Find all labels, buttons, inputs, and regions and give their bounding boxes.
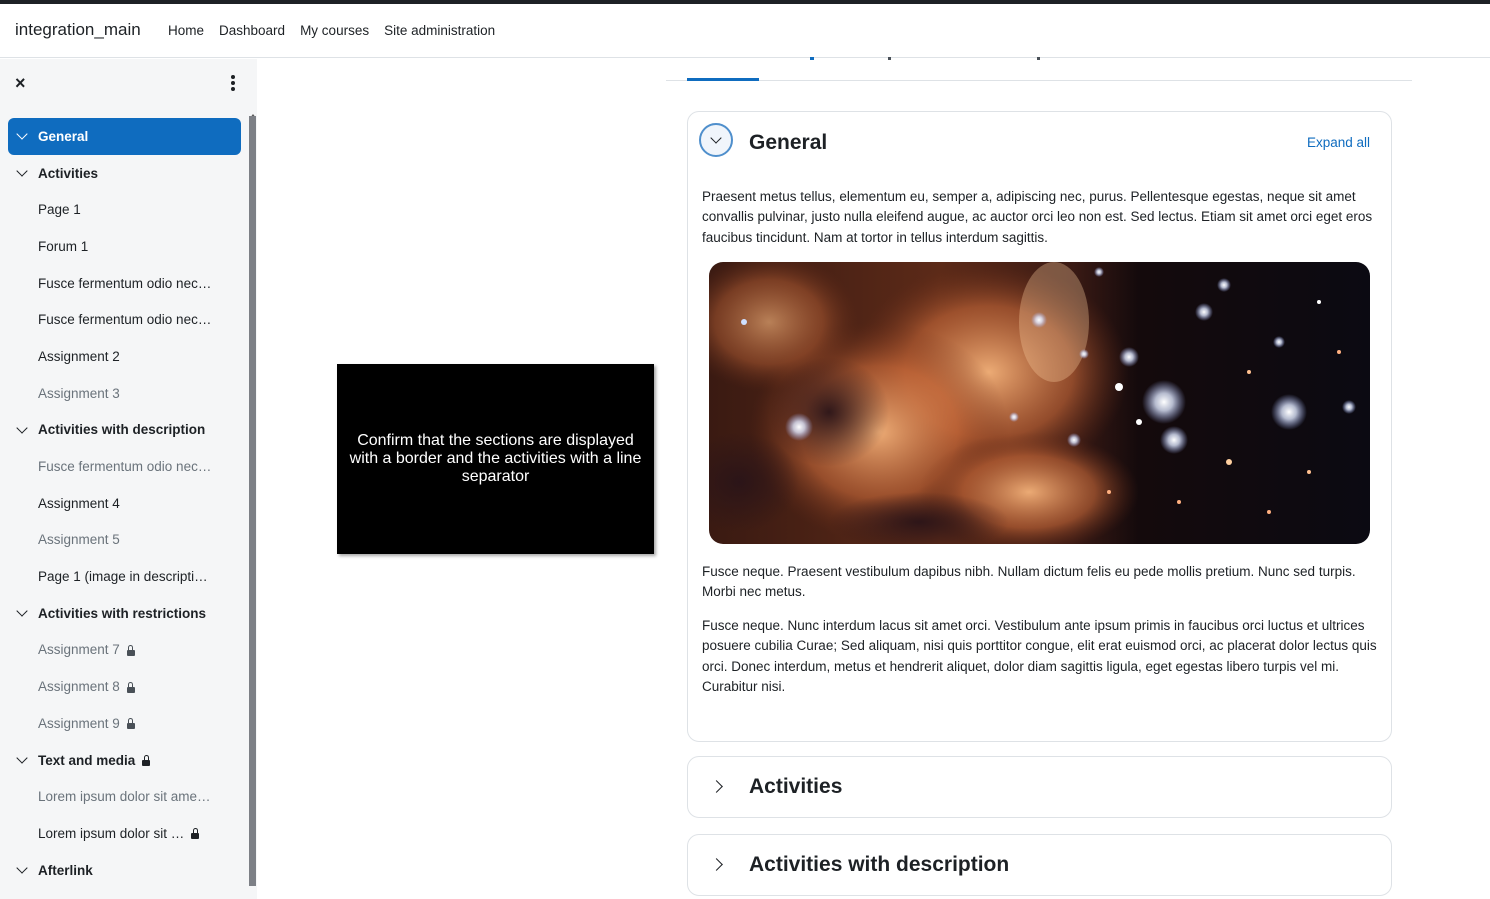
course-index-activity-fusce-fermentum-odio-nec[interactable] — [8, 448, 241, 485]
course-index-label: Lorem ipsum dolor sit … — [38, 825, 185, 841]
tab-labels-fragment — [810, 57, 1090, 61]
course-index-label: Activities with description — [38, 422, 206, 438]
course-index-label: Page 1 (image in descripti… — [38, 569, 208, 585]
course-index — [8, 118, 241, 888]
course-index-label: Assignment 5 — [38, 532, 120, 548]
course-index-section-text-and-media[interactable] — [8, 742, 241, 779]
course-index-activity-assignment-9[interactable] — [8, 705, 241, 742]
course-index-section-activities-with-description[interactable] — [8, 412, 241, 449]
course-index-activity-assignment-5[interactable] — [8, 522, 241, 559]
chevron-down-icon — [710, 132, 721, 143]
expand-all-link[interactable]: Expand all — [1306, 135, 1370, 150]
chevron-down-icon[interactable] — [16, 422, 27, 433]
course-index-activity-assignment-3[interactable] — [8, 375, 241, 412]
nav-dashboard[interactable]: Dashboard — [219, 23, 286, 38]
course-index-label: Page 1 — [38, 202, 81, 218]
course-index-label: Fusce fermentum odio nec… — [38, 275, 212, 291]
course-index-label: Forum 1 — [38, 238, 89, 254]
chevron-down-icon[interactable] — [16, 605, 27, 616]
section-summary-paragraph: Fusce neque. Praesent vestibulum dapibus nibh. Nullam dictum felis eu pede mollis pretium. Nunc sed turpis. Morbi nec metus. — [702, 564, 1356, 600]
course-index-label: Text and media — [38, 752, 136, 768]
top-navbar — [0, 4, 1490, 58]
course-index-activity-lorem-ipsum-dolor-sit[interactable] — [8, 815, 241, 852]
course-index-activity-fusce-fermentum-odio-nec[interactable] — [8, 265, 241, 302]
site-name[interactable]: integration_main — [15, 20, 141, 39]
course-index-activity-assignment-8[interactable] — [8, 668, 241, 705]
tab-active-indicator[interactable] — [687, 78, 759, 81]
course-index-label: Fusce fermentum odio nec… — [38, 312, 212, 328]
course-index-label: Assignment 7 — [38, 642, 120, 658]
course-index-activity-fusce-fermentum-odio-nec[interactable] — [8, 301, 241, 338]
kebab-menu-icon[interactable] — [229, 75, 237, 91]
tooltip-text: Confirm that the sections are displayed with a border and the activities with a line separator — [349, 432, 642, 485]
course-index-label: Assignment 8 — [38, 679, 120, 695]
chevron-right-icon[interactable] — [710, 858, 723, 871]
tabs-divider — [666, 80, 1412, 81]
lock-icon — [127, 650, 135, 656]
section-title[interactable]: General — [749, 131, 828, 154]
section-activities-with-description — [687, 834, 1392, 896]
course-index-activity-assignment-4[interactable] — [8, 485, 241, 522]
course-index-label: General — [38, 128, 89, 144]
primary-navigation — [168, 23, 495, 38]
course-index-activity-lorem-ipsum-dolor-sit-ame[interactable] — [8, 778, 241, 815]
collapse-section-button[interactable] — [699, 123, 733, 157]
chevron-right-icon[interactable] — [710, 780, 723, 793]
nav-site-administration[interactable]: Site administration — [384, 23, 496, 38]
course-index-label: Assignment 3 — [38, 385, 120, 401]
course-index-label: Assignment 4 — [38, 495, 120, 511]
lock-icon — [191, 833, 199, 839]
section-summary-paragraph: Praesent metus tellus, elementum eu, semper a, adipiscing nec, purus. Pellentesque egestas, neque sit amet convallis pulvinar, justo nulla eleifend augue, ac auctor orci leo non est. Sed lectus. Etiam sit amet orci eget eros faucibus tincidunt. Nam at tortor in tellus interdum sagittis. — [702, 189, 1373, 245]
nav-my-courses[interactable]: My courses — [300, 23, 370, 38]
course-index-label: Assignment 2 — [38, 348, 120, 364]
chevron-down-icon[interactable] — [16, 862, 27, 873]
course-index-label: Activities — [38, 165, 99, 181]
chevron-down-icon[interactable] — [16, 752, 27, 763]
course-index-section-activities-with-restrictions[interactable] — [8, 595, 241, 632]
course-index-activity-assignment-7[interactable] — [8, 632, 241, 669]
course-index-section-activities[interactable] — [8, 155, 241, 192]
course-index-label: Activities with restrictions — [38, 605, 207, 621]
lock-icon — [142, 760, 150, 766]
chevron-down-icon[interactable] — [16, 165, 27, 176]
course-index-label: Lorem ipsum dolor sit ame… — [38, 789, 211, 805]
section-title[interactable]: Activities — [749, 775, 843, 798]
course-index-activity-page-1-image-in-descripti[interactable] — [8, 558, 241, 595]
chevron-down-icon[interactable] — [16, 128, 27, 139]
course-index-label: Fusce fermentum odio nec… — [38, 459, 212, 475]
course-index-section-afterlink[interactable] — [8, 852, 241, 889]
lock-icon — [127, 723, 135, 729]
course-index-label: Afterlink — [38, 862, 93, 878]
course-index-drawer — [0, 59, 257, 899]
section-title[interactable]: Activities with description — [749, 853, 1010, 876]
course-index-activity-page-1[interactable] — [8, 191, 241, 228]
course-index-activity-forum-1[interactable] — [8, 228, 241, 265]
section-general — [687, 111, 1392, 742]
instruction-tooltip — [337, 364, 654, 554]
course-index-section-general[interactable] — [8, 118, 241, 155]
lock-icon — [127, 687, 135, 693]
course-index-label: Assignment 9 — [38, 715, 120, 731]
nebula-image — [709, 262, 1370, 544]
section-activities — [687, 756, 1392, 818]
drawer-scrollbar[interactable] — [249, 116, 256, 886]
nav-home[interactable]: Home — [168, 23, 205, 38]
close-icon[interactable]: × — [15, 73, 26, 93]
course-index-activity-assignment-2[interactable] — [8, 338, 241, 375]
section-summary-paragraph: Fusce neque. Nunc interdum lacus sit amet orci. Vestibulum ante ipsum primis in faucibus orci luctus et ultrices posuere cubilia Curae; Sed aliquam, nisi quis porttitor congue, elit erat euismod orci, ac placerat dolor lectus quis orci. Donec interdum, metus et hendrerit aliquet, dolor diam sagittis ligula, eget egestas libero turpis vel mi. Curabitur nisi. — [702, 618, 1377, 695]
